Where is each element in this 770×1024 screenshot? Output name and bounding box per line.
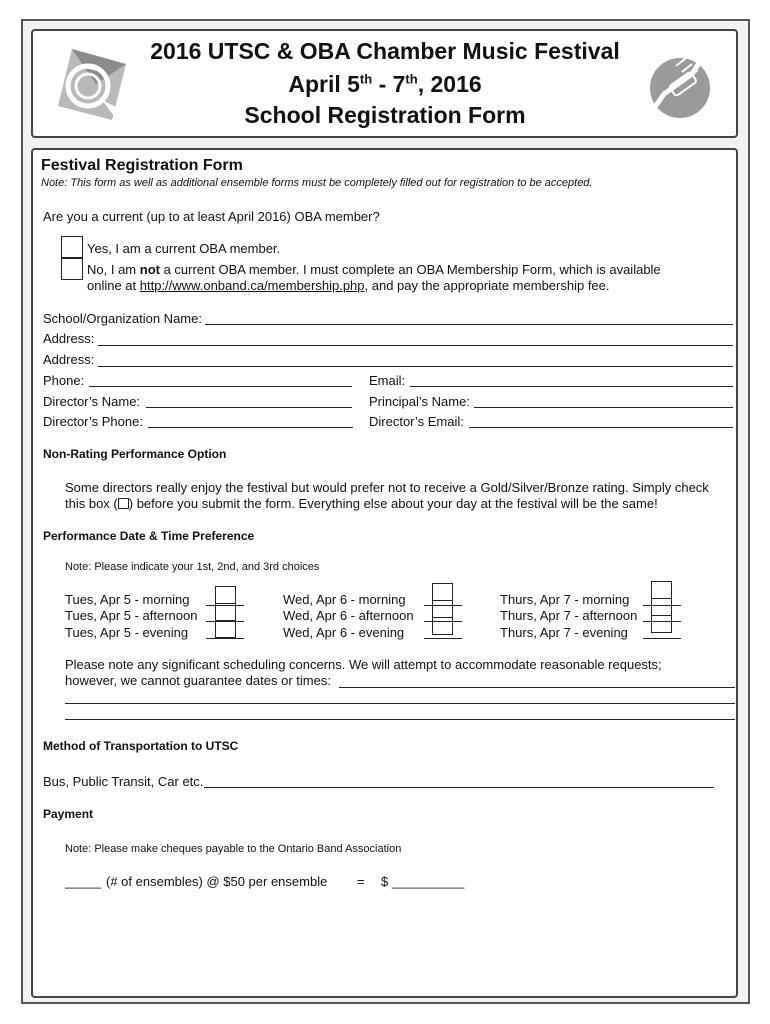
phone-field[interactable] — [89, 386, 352, 387]
nonrating-text-1: Some directors really enjoy the festival but would prefer not to receive a Gold/Silver/Bronze rating. Simply check — [65, 480, 709, 495]
director-name-field[interactable] — [146, 407, 352, 408]
member-no-bold: not — [139, 262, 160, 277]
slot-tue-evening: Tues, Apr 5 - evening — [65, 625, 189, 640]
slot-thu-evening: Thurs, Apr 7 - evening — [500, 625, 628, 640]
tue-evening-box[interactable] — [215, 620, 236, 638]
member-no-line2-post: , and pay the appropriate membership fee. — [364, 278, 610, 293]
wed-morning-box[interactable] — [432, 583, 453, 601]
title-line-2 — [0, 71, 770, 98]
title-date-start: April 5 — [288, 71, 360, 97]
director-phone-label: Director’s Phone: — [43, 414, 143, 429]
member-no-label — [87, 262, 661, 277]
slot-wed-afternoon: Wed, Apr 6 - afternoon — [283, 608, 414, 623]
schedule-text-2: however, we cannot guarantee dates or times: — [65, 673, 331, 688]
transport-heading: Method of Transportation to UTSC — [43, 739, 239, 753]
slot-wed-morning: Wed, Apr 6 - morning — [283, 592, 406, 607]
principal-name-field[interactable] — [474, 407, 733, 408]
schedule-field-2[interactable] — [65, 703, 735, 704]
thu-evening-box[interactable] — [651, 615, 672, 633]
school-label: School/Organization Name: — [43, 311, 202, 326]
director-phone-field[interactable] — [148, 427, 353, 428]
title-sup-1: th — [359, 71, 373, 87]
payment-note: Note: Please make cheques payable to the Ontario Band Association — [65, 843, 402, 855]
performance-heading: Performance Date & Time Preference — [43, 529, 255, 543]
member-yes-checkbox[interactable] — [61, 236, 83, 258]
nonrating-text-2-pre: this box ( — [65, 496, 118, 511]
address2-label: Address: — [43, 352, 95, 367]
transport-label: Bus, Public Transit, Car etc. — [43, 774, 204, 789]
form-note: Note: This form as well as additional ensemble forms must be completely filled out for registration to be accepted. — [41, 177, 593, 189]
nonrating-text-2-post: ) before you submit the form. Everything else about your day at the festival will be the same! — [128, 496, 658, 511]
address1-label: Address: — [43, 331, 95, 346]
title-date-end: - 7 — [372, 71, 406, 97]
slot-thu-morning: Thurs, Apr 7 - morning — [500, 592, 630, 607]
schedule-field-1[interactable] — [339, 687, 735, 688]
wed-afternoon-box[interactable] — [432, 600, 453, 618]
director-email-label: Director’s Email: — [369, 414, 464, 429]
title-line-3: School Registration Form — [244, 102, 526, 128]
title-sup-2: th — [405, 71, 418, 87]
wed-line-3 — [424, 638, 462, 639]
ensembles-count-field[interactable]: _____ — [65, 874, 102, 889]
school-field[interactable] — [205, 324, 733, 325]
payment-dollar: $ — [381, 874, 389, 889]
address2-field[interactable] — [98, 366, 733, 367]
payment-heading: Payment — [43, 807, 94, 821]
phone-label: Phone: — [43, 373, 85, 388]
nonrating-checkbox[interactable] — [118, 498, 129, 509]
title-year: , 2016 — [417, 71, 482, 97]
email-field[interactable] — [410, 386, 733, 387]
tue-line-2 — [206, 621, 244, 622]
wed-line-1 — [424, 605, 462, 606]
member-yes-label: Yes, I am a current OBA member. — [87, 241, 281, 256]
thu-line-3 — [643, 638, 681, 639]
wed-line-2 — [424, 621, 462, 622]
tue-line-3 — [206, 638, 244, 639]
schedule-text-1: Please note any significant scheduling concerns. We will attempt to accommodate reasonable requests; — [65, 657, 662, 672]
member-no-checkbox[interactable] — [61, 258, 83, 280]
thu-line-2 — [643, 621, 681, 622]
schedule-field-3[interactable] — [65, 719, 735, 720]
payment-equals: = — [357, 874, 365, 889]
tue-line-1 — [206, 605, 244, 606]
member-no-text-1: No, I am — [87, 262, 140, 277]
slot-thu-afternoon: Thurs, Apr 7 - afternoon — [500, 608, 638, 623]
director-name-label: Director’s Name: — [43, 394, 141, 409]
slot-tue-afternoon: Tues, Apr 5 - afternoon — [65, 608, 198, 623]
tue-morning-box[interactable] — [215, 586, 236, 604]
member-no-line-2 — [87, 278, 610, 293]
payment-total-field[interactable]: __________ — [392, 874, 465, 889]
membership-question: Are you a current (up to at least April 2016) OBA member? — [43, 209, 380, 224]
performance-note: Note: Please indicate your 1st, 2nd, and 3rd choices — [65, 561, 320, 573]
thu-afternoon-box[interactable] — [651, 598, 672, 616]
membership-link[interactable]: http://www.onband.ca/membership.php — [139, 278, 365, 293]
slot-wed-evening: Wed, Apr 6 - evening — [283, 625, 405, 640]
email-label: Email: — [369, 373, 406, 388]
member-no-line2-text: online at — [87, 278, 140, 293]
thu-line-1 — [643, 605, 681, 606]
thu-morning-box[interactable] — [651, 581, 672, 599]
principal-name-label: Principal’s Name: — [369, 394, 470, 409]
director-email-field[interactable] — [469, 427, 733, 428]
payment-line-text: (# of ensembles) @ $50 per ensemble — [106, 874, 328, 889]
member-no-text-2: a current OBA member. I must complete an OBA Membership Form, which is available — [159, 262, 661, 277]
slot-tue-morning: Tues, Apr 5 - morning — [65, 592, 190, 607]
title-line-1: 2016 UTSC & OBA Chamber Music Festival — [150, 38, 620, 64]
form-heading: Festival Registration Form — [41, 157, 243, 174]
nonrating-heading: Non-Rating Performance Option — [43, 447, 227, 461]
nonrating-text-2 — [65, 496, 658, 511]
address1-field[interactable] — [98, 345, 733, 346]
transport-field[interactable] — [204, 787, 714, 788]
wed-evening-box[interactable] — [432, 617, 453, 635]
